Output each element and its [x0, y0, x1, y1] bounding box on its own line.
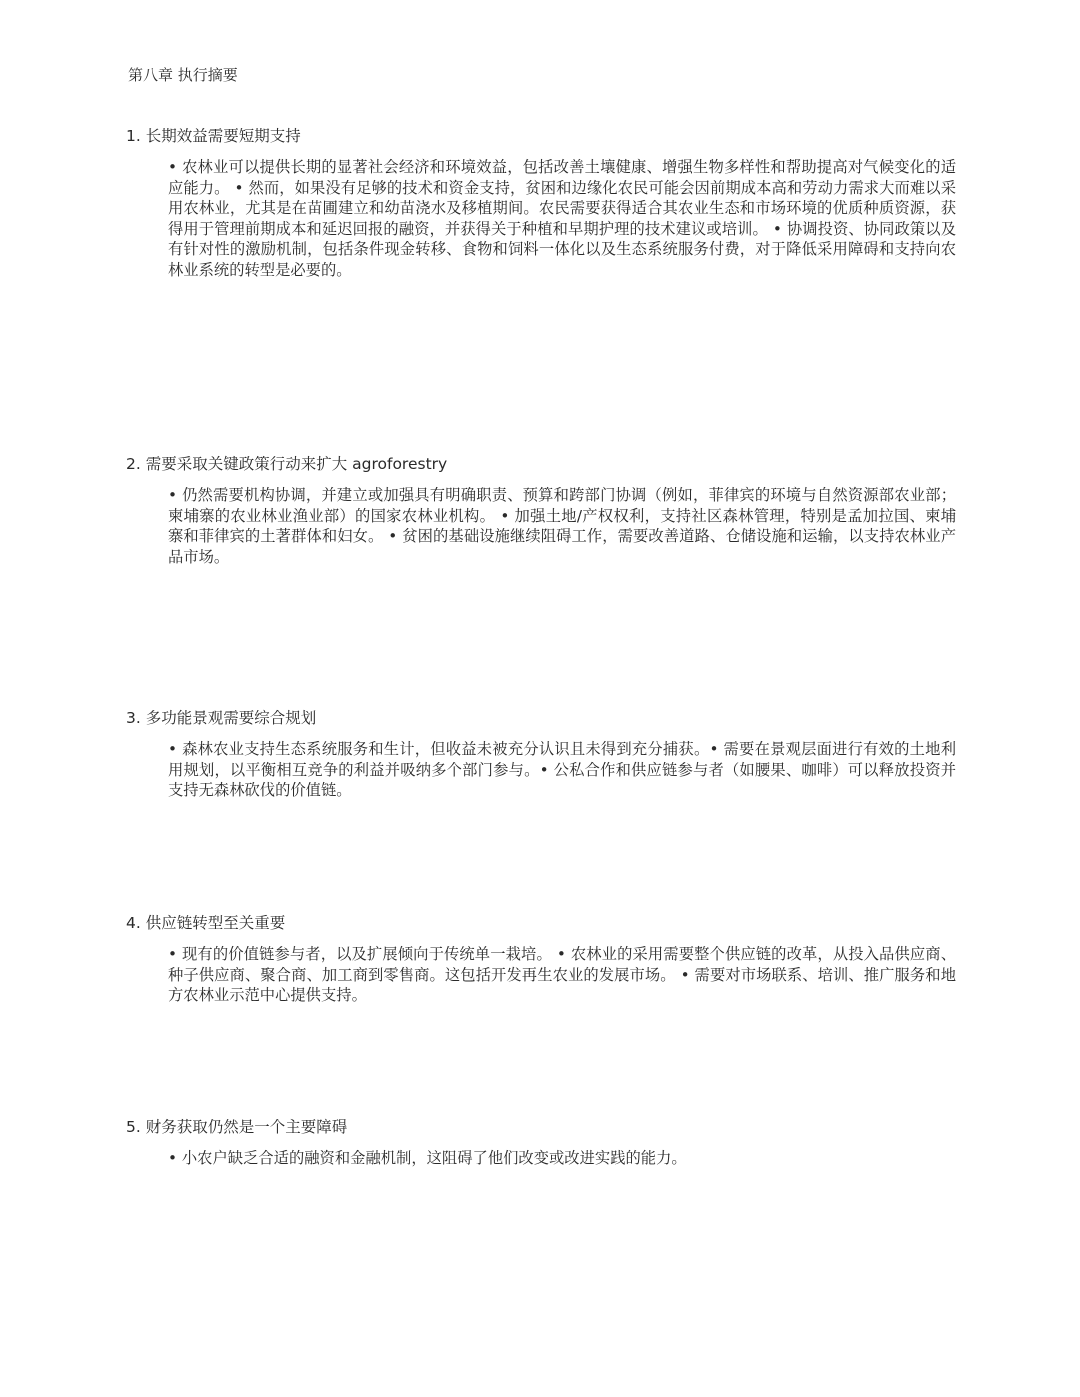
section-heading: 3. 多功能景观需要综合规划 — [126, 709, 317, 727]
section-body: • 现有的价值链参与者，以及扩展倾向于传统单一栽培。 • 农林业的采用需要整个供应链的改革，从投入品供应商、种子供应商、聚合商、加工商到零售商。这包括开发再生农业的发展市场。 • 需要对市场联系、培训、推广服务和地方农林业示范中心提供支持。 — [168, 945, 956, 1005]
section-body: • 小农户缺乏合适的融资和金融机制，这阻碍了他们改变或改进实践的能力。 — [168, 1149, 687, 1167]
summary-section — [126, 453, 956, 567]
section-body: • 森林农业支持生态系统服务和生计，但收益未被充分认识且未得到充分捕获。• 需要在景观层面进行有效的土地利用规划，以平衡相互竞争的利益并吸纳多个部门参与。• 公私合作和供应链参与者（如腰果、咖啡）可以释放投资并支持无森林砍伐的价值链。 — [168, 740, 956, 800]
summary-section — [126, 1116, 956, 1169]
section-heading: 2. 需要采取关键政策行动来扩大 agroforestry — [126, 455, 448, 473]
section-body: • 农林业可以提供长期的显著社会经济和环境效益，包括改善土壤健康、增强生物多样性和帮助提高对气候变化的适应能力。 • 然而，如果没有足够的技术和资金支持，贫困和边缘化农民可能会因前期成本高和劳动力需求大而难以采用农林业，尤其是在苗圃建立和幼苗浇水及移植期间。农民需要获得适合其农业生态和市场环境的优质种质资源，获得用于管理前期成本和延迟回报的融资，并获得关于种植和早期护理的技术建议或培训。 • 协调投资、协同政策以及有针对性的激励机制，包括条件现金转移、食物和饲料一体化以及生态系统服务付费，对于降低采用障碍和支持向农林业系统的转型是必要的。 — [168, 158, 956, 279]
section-body: • 仍然需要机构协调，并建立或加强具有明确职责、预算和跨部门协调（例如，菲律宾的环境与自然资源部农业部；柬埔寨的农业林业渔业部）的国家农林业机构。 • 加强土地/产权权利，支持社区森林管理，特别是孟加拉国、柬埔寨和菲律宾的土著群体和妇女。 • 贫困的基础设施继续阻碍工作，需要改善道路、仓储设施和运输，以支持农林业产品市场。 — [168, 486, 956, 566]
section-heading: 5. 财务获取仍然是一个主要障碍 — [126, 1118, 348, 1136]
chapter-title: 第八章 执行摘要 — [128, 66, 238, 84]
summary-section — [126, 125, 956, 281]
summary-section — [126, 912, 956, 1006]
section-heading: 4. 供应链转型至关重要 — [126, 914, 286, 932]
summary-section — [126, 707, 956, 801]
section-heading: 1. 长期效益需要短期支持 — [126, 127, 301, 145]
